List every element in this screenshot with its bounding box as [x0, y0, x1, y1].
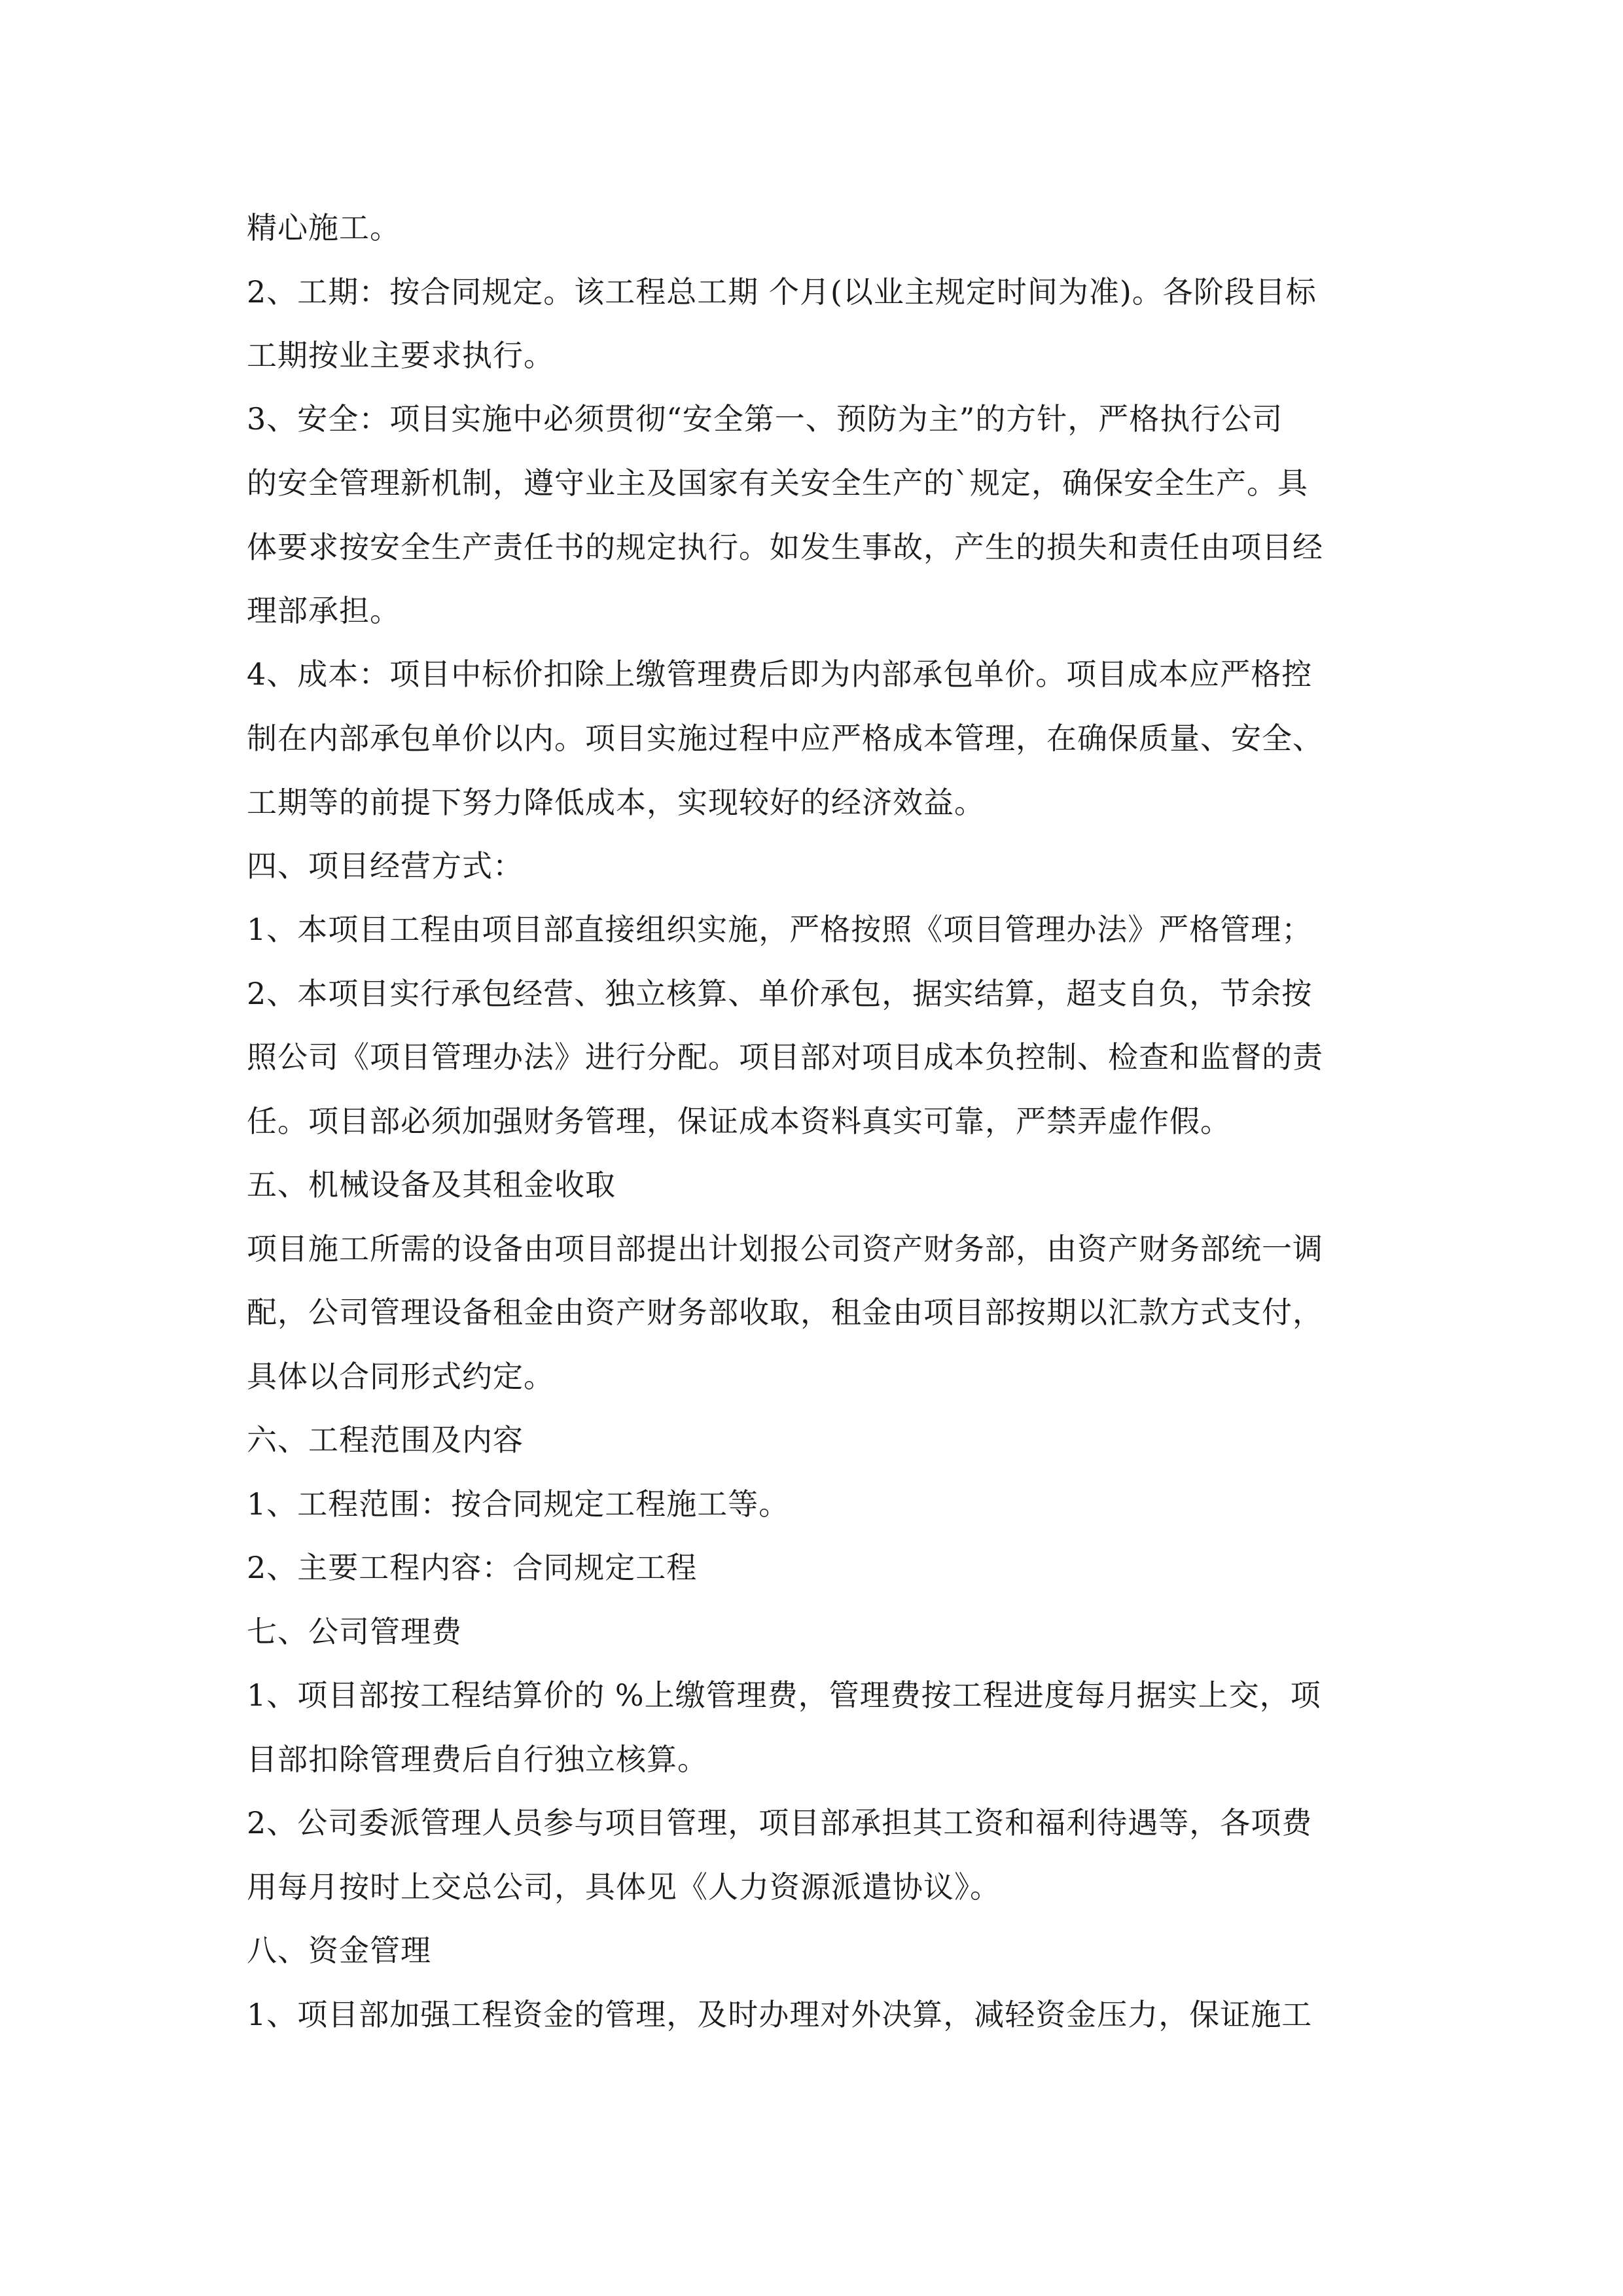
section-heading: 六、工程范围及内容	[247, 1422, 524, 1458]
text-line: 任。项目部必须加强财务管理，保证成本资料真实可靠，严禁弄虚作假。	[247, 1103, 1231, 1139]
text-line: 用每月按时上交总公司，具体见《人力资源派遣协议》。	[247, 1869, 1001, 1905]
section-heading: 五、机械设备及其租金收取	[247, 1167, 616, 1202]
text-line: 2、公司委派管理人员参与项目管理，项目部承担其工资和福利待遇等，各项费	[247, 1805, 1313, 1840]
text-line: 1、本项目工程由项目部直接组织实施，严格按照《项目管理办法》严格管理；	[247, 912, 1313, 947]
text-line: 制在内部承包单价以内。项目实施过程中应严格成本管理，在确保质量、安全、	[247, 721, 1323, 756]
text-line: 1、项目部按工程结算价的 %上缴管理费，管理费按工程进度每月据实上交，项	[247, 1677, 1321, 1713]
text-line: 精心施工。	[247, 210, 401, 245]
section-heading: 八、资金管理	[247, 1933, 431, 1968]
text-line: 工期按业主要求执行。	[247, 338, 554, 373]
section-heading: 四、项目经营方式：	[247, 848, 524, 884]
text-line: 的安全管理新机制，遵守业主及国家有关安全生产的`规定，确保安全生产。具	[247, 465, 1308, 501]
text-line: 项目施工所需的设备由项目部提出计划报公司资产财务部，由资产财务部统一调	[247, 1231, 1323, 1266]
text-line: 照公司《项目管理办法》进行分配。项目部对项目成本负控制、检查和监督的责	[247, 1039, 1323, 1075]
text-line: 4、成本：项目中标价扣除上缴管理费后即为内部承包单价。项目成本应严格控	[247, 656, 1313, 692]
text-line: 2、主要工程内容：合同规定工程	[247, 1550, 698, 1585]
text-line: 2、本项目实行承包经营、独立核算、单价承包，据实结算，超支自负，节余按	[247, 976, 1313, 1011]
text-line: 体要求按安全生产责任书的规定执行。如发生事故，产生的损失和责任由项目经	[247, 529, 1323, 565]
text-line: 目部扣除管理费后自行独立核算。	[247, 1742, 708, 1777]
section-heading: 七、公司管理费	[247, 1614, 462, 1649]
text-line: 工期等的前提下努力降低成本，实现较好的经济效益。	[247, 785, 985, 820]
text-line: 1、工程范围：按合同规定工程施工等。	[247, 1486, 790, 1522]
text-line: 理部承担。	[247, 593, 401, 628]
text-line: 配，公司管理设备租金由资产财务部收取，租金由项目部按期以汇款方式支付，	[247, 1295, 1323, 1330]
text-line: 3、安全：项目实施中必须贯彻“安全第一、预防为主”的方针，严格执行公司	[247, 401, 1283, 437]
text-line: 2、工期：按合同规定。该工程总工期 个月(以业主规定时间为准)。各阶段目标	[247, 274, 1317, 310]
text-line: 1、项目部加强工程资金的管理，及时办理对外决算，减轻资金压力，保证施工	[247, 1997, 1313, 2032]
text-line: 具体以合同形式约定。	[247, 1359, 554, 1394]
